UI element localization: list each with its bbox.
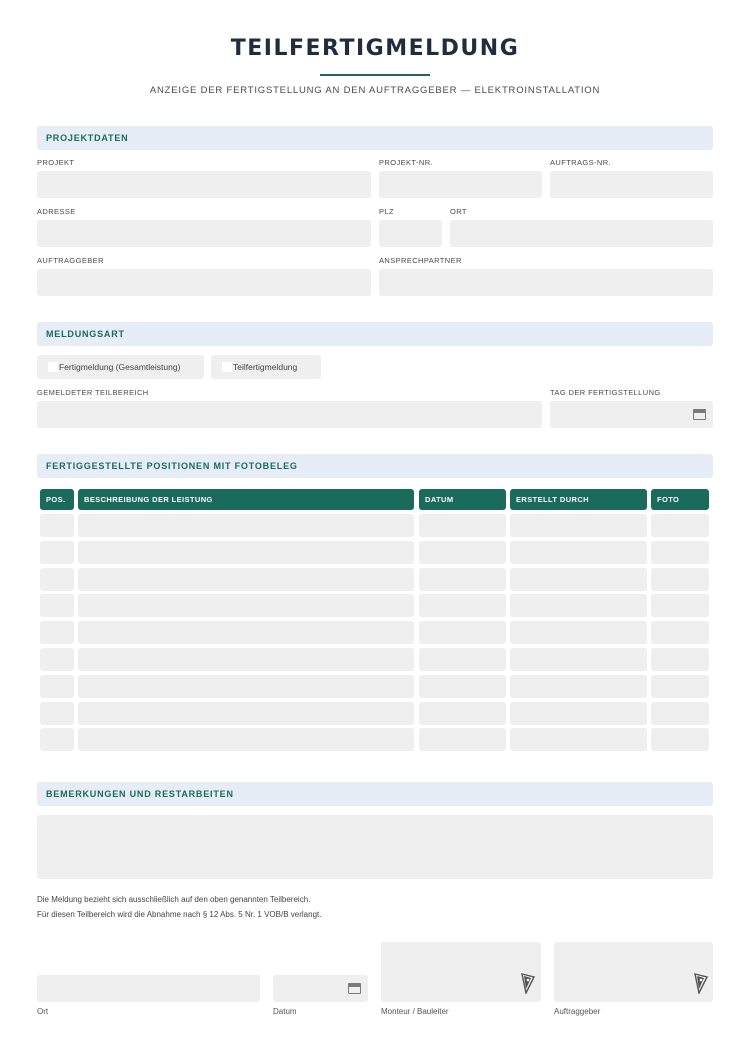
cell-datum[interactable] [419, 648, 506, 671]
teilbereich-input[interactable] [37, 401, 542, 428]
sign-label-monteur: Monteur / Bauleiter [381, 1007, 449, 1016]
auftrags-nr-input[interactable] [550, 171, 713, 198]
cell-beschreibung[interactable] [78, 675, 414, 698]
bemerkungen-textarea[interactable] [37, 815, 713, 879]
cell-pos[interactable] [40, 514, 74, 537]
cell-foto[interactable] [651, 702, 709, 725]
section-bemerkungen: BEMERKUNGEN UND RESTARBEITEN [37, 782, 713, 806]
cell-beschreibung[interactable] [78, 568, 414, 591]
cell-pos[interactable] [40, 675, 74, 698]
label-auftrags-nr: AUFTRAGS-NR. [550, 158, 612, 167]
cell-erstellt[interactable] [510, 594, 647, 617]
cell-beschreibung[interactable] [78, 728, 414, 751]
cell-beschreibung[interactable] [78, 702, 414, 725]
adresse-input[interactable] [37, 220, 371, 247]
section-meldungsart: MELDUNGSART [37, 322, 713, 346]
label-plz: PLZ [379, 207, 394, 216]
fertigstellung-date-input[interactable] [550, 401, 713, 428]
option-fertigmeldung-label: Fertigmeldung (Gesamtleistung) [59, 362, 181, 372]
cell-pos[interactable] [40, 594, 74, 617]
pen-nib-icon [521, 972, 535, 994]
label-auftraggeber: AUFTRAGGEBER [37, 256, 104, 265]
section-projektdaten: PROJEKTDATEN [37, 126, 713, 150]
cell-foto[interactable] [651, 621, 709, 644]
label-teilbereich: GEMELDETER TEILBEREICH [37, 388, 149, 397]
cell-beschreibung[interactable] [78, 648, 414, 671]
cell-datum[interactable] [419, 675, 506, 698]
cell-erstellt[interactable] [510, 728, 647, 751]
label-projekt: PROJEKT [37, 158, 75, 167]
label-ansprechpartner: ANSPRECHPARTNER [379, 256, 462, 265]
cell-beschreibung[interactable] [78, 514, 414, 537]
calendar-icon[interactable] [693, 409, 706, 420]
label-projekt-nr: PROJEKT-NR. [379, 158, 433, 167]
calendar-icon[interactable] [348, 983, 361, 994]
label-tag-fertigstellung: TAG DER FERTIGSTELLUNG [550, 388, 661, 397]
checkbox-teilfertigmeldung[interactable] [222, 362, 232, 372]
cell-pos[interactable] [40, 648, 74, 671]
column-header-erstellt: ERSTELLT DURCH [510, 489, 647, 510]
cell-pos[interactable] [40, 568, 74, 591]
cell-erstellt[interactable] [510, 568, 647, 591]
cell-pos[interactable] [40, 728, 74, 751]
section-positionen: FERTIGGESTELLTE POSITIONEN MIT FOTOBELEG [37, 454, 713, 478]
cell-foto[interactable] [651, 648, 709, 671]
sign-label-ort: Ort [37, 1007, 49, 1016]
cell-erstellt[interactable] [510, 702, 647, 725]
title-divider [320, 74, 430, 76]
cell-foto[interactable] [651, 594, 709, 617]
cell-datum[interactable] [419, 541, 506, 564]
ansprechpartner-input[interactable] [379, 269, 713, 296]
ort-input[interactable] [450, 220, 713, 247]
sign-datum-input[interactable] [273, 975, 368, 1002]
cell-datum[interactable] [419, 728, 506, 751]
cell-erstellt[interactable] [510, 675, 647, 698]
cell-beschreibung[interactable] [78, 541, 414, 564]
cell-datum[interactable] [419, 702, 506, 725]
column-header-pos: POS. [40, 489, 74, 510]
pen-nib-icon [694, 972, 708, 994]
option-teilfertigmeldung-label: Teilfertigmeldung [233, 362, 298, 372]
cell-foto[interactable] [651, 514, 709, 537]
sign-label-datum: Datum [273, 1007, 297, 1016]
cell-foto[interactable] [651, 728, 709, 751]
sign-ort-input[interactable] [37, 975, 260, 1002]
column-header-datum: DATUM [419, 489, 506, 510]
projekt-nr-input[interactable] [379, 171, 542, 198]
page-title: TEILFERTIGMELDUNG [230, 36, 520, 61]
cell-datum[interactable] [419, 594, 506, 617]
cell-beschreibung[interactable] [78, 594, 414, 617]
cell-datum[interactable] [419, 568, 506, 591]
option-teilfertigmeldung[interactable] [211, 355, 321, 379]
signature-auftraggeber[interactable] [554, 942, 713, 1002]
cell-pos[interactable] [40, 621, 74, 644]
column-header-beschreibung: BESCHREIBUNG DER LEISTUNG [78, 489, 414, 510]
cell-beschreibung[interactable] [78, 621, 414, 644]
note-teilbereich: Die Meldung bezieht sich ausschließlich auf den oben genannten Teilbereich. [37, 895, 311, 904]
label-adresse: ADRESSE [37, 207, 76, 216]
projekt-input[interactable] [37, 171, 371, 198]
plz-input[interactable] [379, 220, 442, 247]
label-ort: ORT [450, 207, 467, 216]
note-abnahme: Für diesen Teilbereich wird die Abnahme nach § 12 Abs. 5 Nr. 1 VOB/B verlangt. [37, 910, 322, 919]
checkbox-fertigmeldung[interactable] [48, 362, 58, 372]
cell-pos[interactable] [40, 702, 74, 725]
cell-foto[interactable] [651, 541, 709, 564]
auftraggeber-input[interactable] [37, 269, 371, 296]
sign-label-auftraggeber: Auftraggeber [554, 1007, 601, 1016]
signature-monteur[interactable] [381, 942, 541, 1002]
column-header-foto: FOTO [651, 489, 709, 510]
cell-pos[interactable] [40, 541, 74, 564]
cell-foto[interactable] [651, 675, 709, 698]
cell-datum[interactable] [419, 514, 506, 537]
option-fertigmeldung[interactable] [37, 355, 204, 379]
cell-erstellt[interactable] [510, 648, 647, 671]
cell-erstellt[interactable] [510, 621, 647, 644]
cell-erstellt[interactable] [510, 541, 647, 564]
cell-erstellt[interactable] [510, 514, 647, 537]
cell-foto[interactable] [651, 568, 709, 591]
page-subtitle: ANZEIGE DER FERTIGSTELLUNG AN DEN AUFTRAGGEBER — ELEKTROINSTALLATION [149, 85, 601, 96]
cell-datum[interactable] [419, 621, 506, 644]
